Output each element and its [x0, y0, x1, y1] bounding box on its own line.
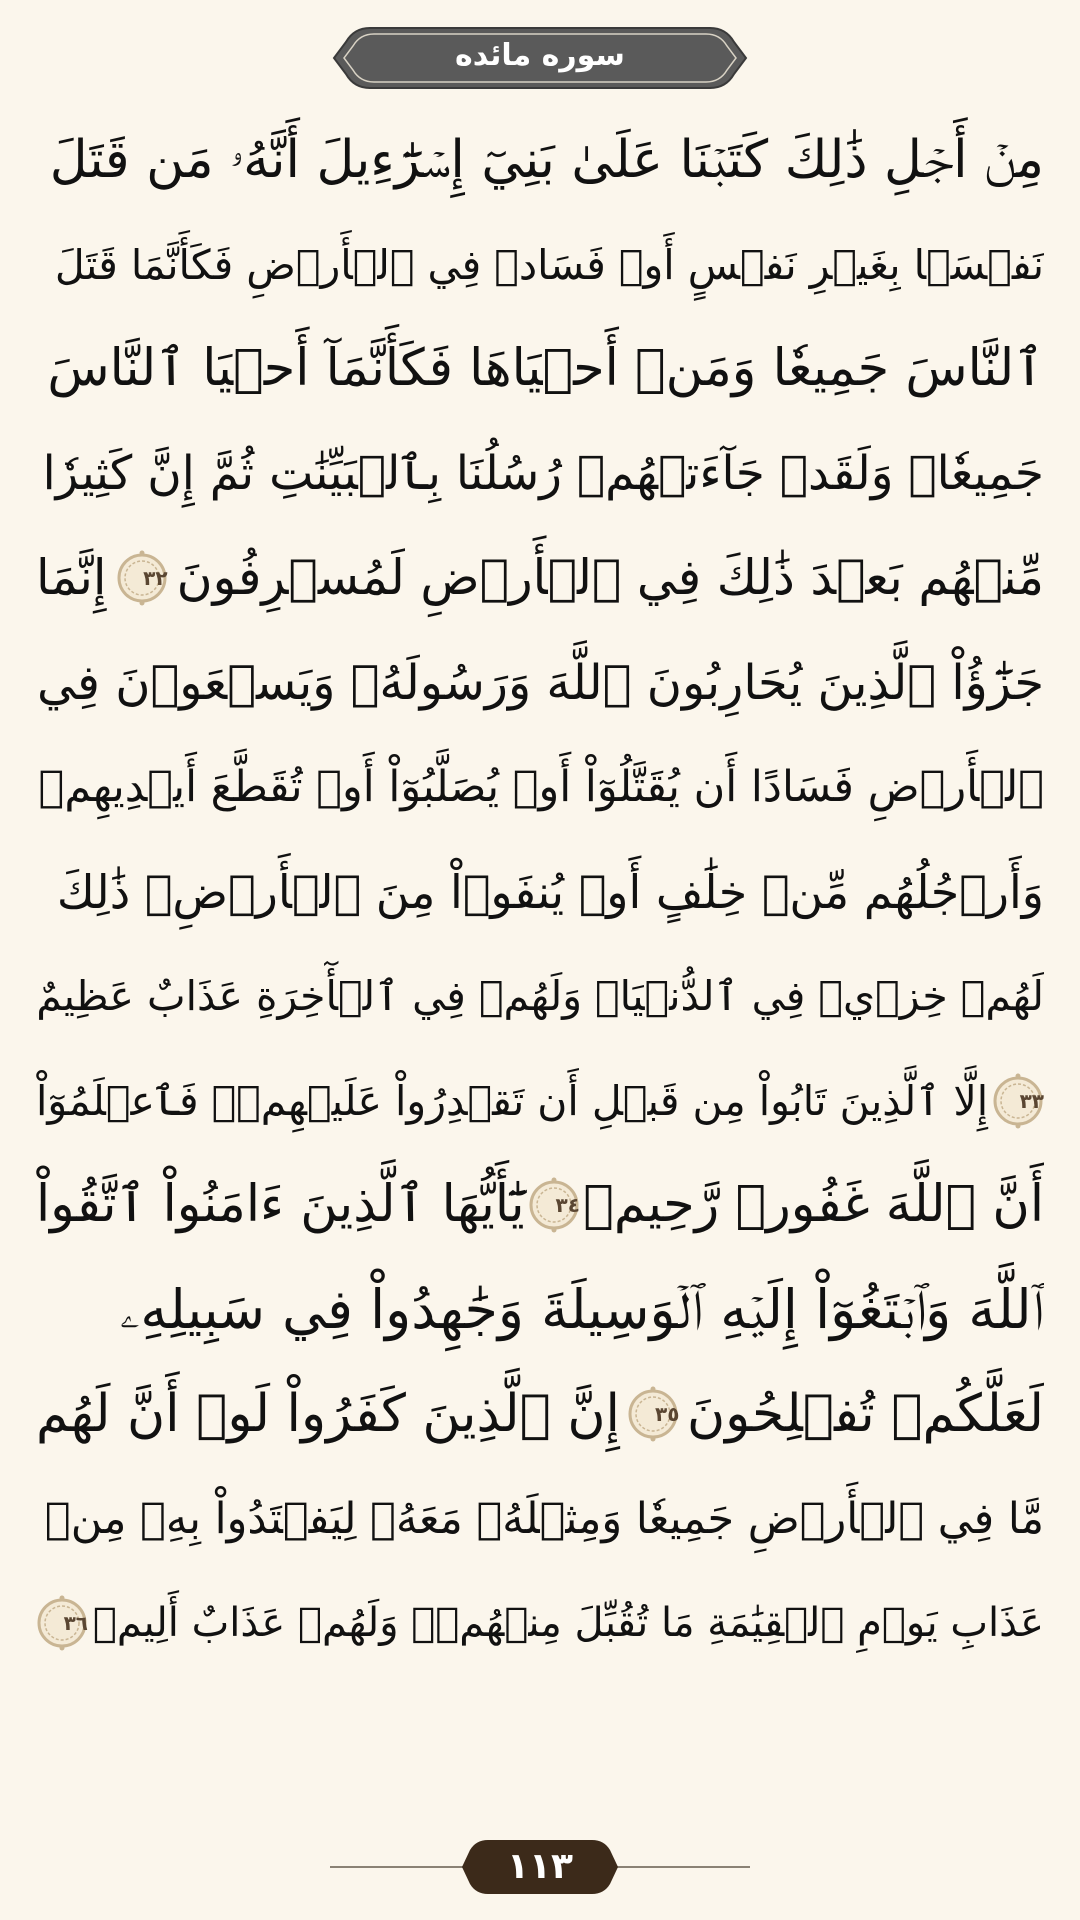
surah-header: [330, 22, 750, 94]
text-line: [36, 213, 1044, 318]
footer-divider-left: [330, 1866, 470, 1868]
verse-text: يَٰٓأَيُّهَا ٱلَّذِينَ ءَامَنُواْ ٱتَّقُواْ: [36, 1175, 525, 1234]
ayah-number: ٣٣: [1019, 1088, 1044, 1113]
text-line: [36, 108, 1044, 213]
text-line: [36, 735, 1044, 840]
verse-text: مِّنۡهُم بَعۡدَ ذَٰلِكَ فِي ٱلۡأَرۡضِ لَمُسۡرِفُونَ: [176, 549, 1044, 606]
ayah-number: ٣٤: [555, 1193, 580, 1218]
verse-text: إِنَّمَا: [36, 549, 107, 606]
ayah-number: ٣٢: [143, 566, 168, 591]
verse-text: ٱللَّهَ وَٱبۡتَغُوٓاْ إِلَيۡهِ ٱلۡوَسِيلَةَ وَجَٰهِدُواْ فِي سَبِيلِهِۦ: [119, 1277, 1044, 1341]
verse-text: أَنَّ ٱللَّهَ غَفُورٞ رَّحِيمٞ: [583, 1175, 1044, 1234]
verse-text: مَّا فِي ٱلۡأَرۡضِ جَمِيعٗا وَمِثۡلَهُۥ مَعَهُۥ لِيَفۡتَدُواْ بِهِۦ مِنۡ: [44, 1493, 1044, 1544]
ayah-number: ٣٦: [63, 1611, 88, 1636]
verse-text: وَأَرۡجُلُهُم مِّنۡ خِلَٰفٍ أَوۡ يُنفَوۡاْ مِنَ ٱلۡأَرۡضِۚ ذَٰلِكَ: [56, 864, 1044, 919]
text-line: [36, 317, 1044, 422]
verse-text: نَفۡسَۢا بِغَيۡرِ نَفۡسٍ أَوۡ فَسَادٖ فِي ٱلۡأَرۡضِ فَكَأَنَّمَا قَتَلَ: [54, 240, 1044, 289]
text-line: [36, 1049, 1044, 1154]
text-line: [36, 840, 1044, 945]
text-line: [36, 1467, 1044, 1572]
text-line: [36, 526, 1044, 631]
ayah-number-marker: [627, 1386, 679, 1442]
verse-text: جَزَٰٓؤُاْ ٱلَّذِينَ يُحَارِبُونَ ٱللَّهَ وَرَسُولَهُۥ وَيَسۡعَوۡنَ فِي: [36, 654, 1044, 711]
verse-text: مِنۡ أَجۡلِ ذَٰلِكَ كَتَبۡنَا عَلَىٰ بَنِيٓ إِسۡرَٰٓءِيلَ أَنَّهُۥ مَن قَتَلَ: [49, 130, 1044, 190]
verse-text: جَمِيعٗاۚ وَلَقَدۡ جَآءَتۡهُمۡ رُسُلُنَا بِٱلۡبَيِّنَٰتِ ثُمَّ إِنَّ كَثِيرٗا: [42, 445, 1044, 501]
text-line: [36, 422, 1044, 527]
verse-text: لَهُمۡ خِزۡيٞ فِي ٱلدُّنۡيَاۖ وَلَهُمۡ فِي ٱلۡأٓخِرَةِ عَذَابٌ عَظِيمٌ: [36, 972, 1044, 1020]
text-line: [36, 1258, 1044, 1363]
text-line: [36, 944, 1044, 1049]
verse-text: ٱلۡأَرۡضِ فَسَادًا أَن يُقَتَّلُوٓاْ أَوۡ يُصَلَّبُوٓاْ أَوۡ تُقَطَّعَ أَيۡدِيهِمۡ: [38, 762, 1044, 812]
page-footer: [0, 1830, 1080, 1900]
ayah-number: ٣٥: [655, 1402, 680, 1427]
verse-text: لَعَلَّكُمۡ تُفۡلِحُونَ: [686, 1384, 1044, 1444]
ayah-number-marker: [116, 550, 168, 606]
surah-title: سوره مائده: [455, 38, 625, 73]
ayah-number-marker: [528, 1177, 580, 1233]
page-number-badge: [460, 1836, 620, 1898]
verse-text: ٱلنَّاسَ جَمِيعٗا وَمَنۡ أَحۡيَاهَا فَكَأَنَّمَآ أَحۡيَا ٱلنَّاسَ: [47, 339, 1044, 398]
verse-text: عَذَابِ يَوۡمِ ٱلۡقِيَٰمَةِ مَا تُقُبِّلَ مِنۡهُمۡۖ وَلَهُمۡ عَذَابٌ أَلِيمٞ: [92, 1600, 1044, 1646]
text-line: [36, 1362, 1044, 1467]
verse-text: إِنَّ ٱلَّذِينَ كَفَرُواْ لَوۡ أَنَّ لَهُم: [36, 1384, 620, 1444]
text-line: [36, 1571, 1044, 1676]
verse-text: إِلَّا ٱلَّذِينَ تَابُواْ مِن قَبۡلِ أَن تَقۡدِرُواْ عَلَيۡهِمۡۖ فَٱعۡلَمُوٓاْ: [36, 1076, 989, 1125]
ayah-number-marker: [992, 1073, 1044, 1129]
page-number: ١١٣: [507, 1846, 573, 1887]
quran-page-text: [36, 108, 1044, 1676]
text-line: [36, 1153, 1044, 1258]
text-line: [36, 631, 1044, 736]
footer-divider-right: [610, 1866, 750, 1868]
ayah-number-marker: [36, 1595, 88, 1651]
